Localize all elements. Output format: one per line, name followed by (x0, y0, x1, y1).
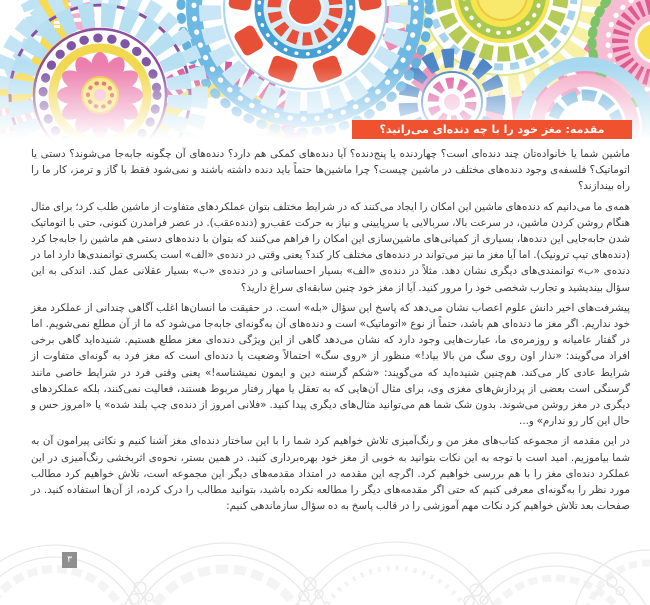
paragraph-3: پیشرفت‌های اخیر دانش علوم اعصاب نشان می‌دهد که پاسخ این سؤال «بله» است. در حقیقت ما انسان‌ها اغلب آگاهی چندانی از عملکرد مغز خود نداریم. اگر مغز ما دنده‌ای هم باشد، حتماً از نوع «اتوماتیک» است و دنده‌های آن به‌گونه‌ای جابه‌جا می‌شود که ما از آن مطلع نمی‌شویم. اما در گفتار عامیانه و روزمره‌ی ما، عبارت‌هایی وجود دارد که نشان می‌دهد گاهی از این ویژگی دنده‌ای مغز مطلع هستیم. شنیده‌اید گاهی برخی افراد می‌گویند: «نذار اون روی سگ من بالا بیاد!» منظور از «روی سگ» احتمالاً وضعیت یا دنده‌ای است که مغز فرد به گونه‌ای متفاوت از شرایط عادی کار می‌کند. هم‌چنین شنیده‌اید که می‌گویند: «شکم گرسنه دین و ایمون نمیشناسه!» یعنی وقتی فرد در شرایط خاصی مانند گرسنگی است بعضی از پردازش‌های مغزی وی، برای مثال آن‌هایی که به تعقل یا مهار رفتار مربوط هستند، فعالیت نمی‌کنند، بلکه عملکردهای دیگری در مغز روشن می‌شوند. بدون شک شما هم می‌توانید مثال‌های دیگری پیدا کنید. «فلانی امروز از دنده‌ی چپ بلند شده» یا «امروز حس و حال این کار رو ندارم» و... (31, 301, 630, 428)
chapter-title: مقدمه: مغز خود را با چه دنده‌ای می‌رانید؟ (379, 123, 605, 136)
paragraph-2: همه‌ی ما می‌دانیم که دنده‌های ماشین این امکان را ایجاد می‌کنند که در شرایط مختلف بتوان عملکردهای متفاوت از ماشین طلب کرد؛ برای مثال هنگام روشن کردن ماشین، در سرعت بالا، سربالایی یا سرپایینی و نیاز به حرکت عقب‌رو (دنده‌عقب). در عصر فرامدرن کنونی، حتی با اتوماتیک شدن جابه‌جایی این دنده‌ها، بسیاری از کمپانی‌های ماشین‌سازی این امکان را فراهم می‌کنند که بتوان با دنده‌های دستی هم ماشین را جابه‌جا کرد (دنده‌های تیپ ترونیک). اما آیا مغز ما نیز می‌تواند در دنده‌های مختلف کار کند؟ یعنی وقتی در دنده‌ی «الف» است یکسری توانمندی‌ها دارد اما در دنده‌ی «ب» توانمندی‌های دیگری نشان دهد. مثلاً در دنده‌ی «الف» بسیار احساساتی و در دنده‌ی «ب» بسیار عقلانی عمل کند. اندکی به این سؤال بیندیشید و تجارب شخصی خود را مرور کنید. آیا از مغز خود چنین سابقه‌ای سراغ دارید؟ (31, 200, 630, 294)
paragraph-1: ماشین شما یا خانواده‌تان چند دنده‌ای است؟ چهاردنده یا پنج‌دنده؟ آیا دنده‌های کمکی هم دارد؟ دنده‌های آن چگونه جابه‌جا می‌شوند؟ دستی یا اتوماتیک؟ فلسفه‌ی وجود دنده‌های مختلف در ماشین چیست؟ چرا ماشین‌ها حتماً باید دنده داشته باشند و نمی‌شود فقط با گاز و ترمز، کار ما را راه بیندازند؟ (31, 148, 630, 193)
chapter-title-bar (352, 120, 632, 139)
page-number-badge (62, 552, 77, 568)
page-number: ۳ (67, 555, 72, 565)
top-mandala-decoration (0, 0, 650, 140)
body-text (31, 146, 630, 518)
paragraph-4: در این مقدمه از مجموعه کتاب‌های مغز من و رنگ‌آمیزی تلاش خواهیم کرد شما را با این ساختار دنده‌ای مغز آشنا کنیم و نکاتی پیرامون آن به شما بیاموزیم. امید است با توجه به این نکات بتوانید به خوبی از مغز خود بهره‌برداری کنید. در همین بستر، نحوه‌ی اثربخشی رنگ‌آمیزی در این عملکرد دنده‌ای مغز را با هم بررسی خواهیم کرد. اگرچه این مقدمه در امتداد مقدمه‌های دیگر این مجموعه است، تلاش خواهیم کرد مطالب مورد نظر را به‌گونه‌ای معرفی کنیم که حتی اگر مقدمه‌های دیگر را مطالعه نکرده باشید، بتوانید مطالب را درک کرده، از آن‌ها استفاده کنید. در صفحات بعد تلاش خواهیم کرد نکات مهم آموزشی را در قالب پاسخ به ده سؤال سازماندهی کنیم: (31, 435, 630, 513)
bottom-outline-decoration (0, 530, 650, 605)
